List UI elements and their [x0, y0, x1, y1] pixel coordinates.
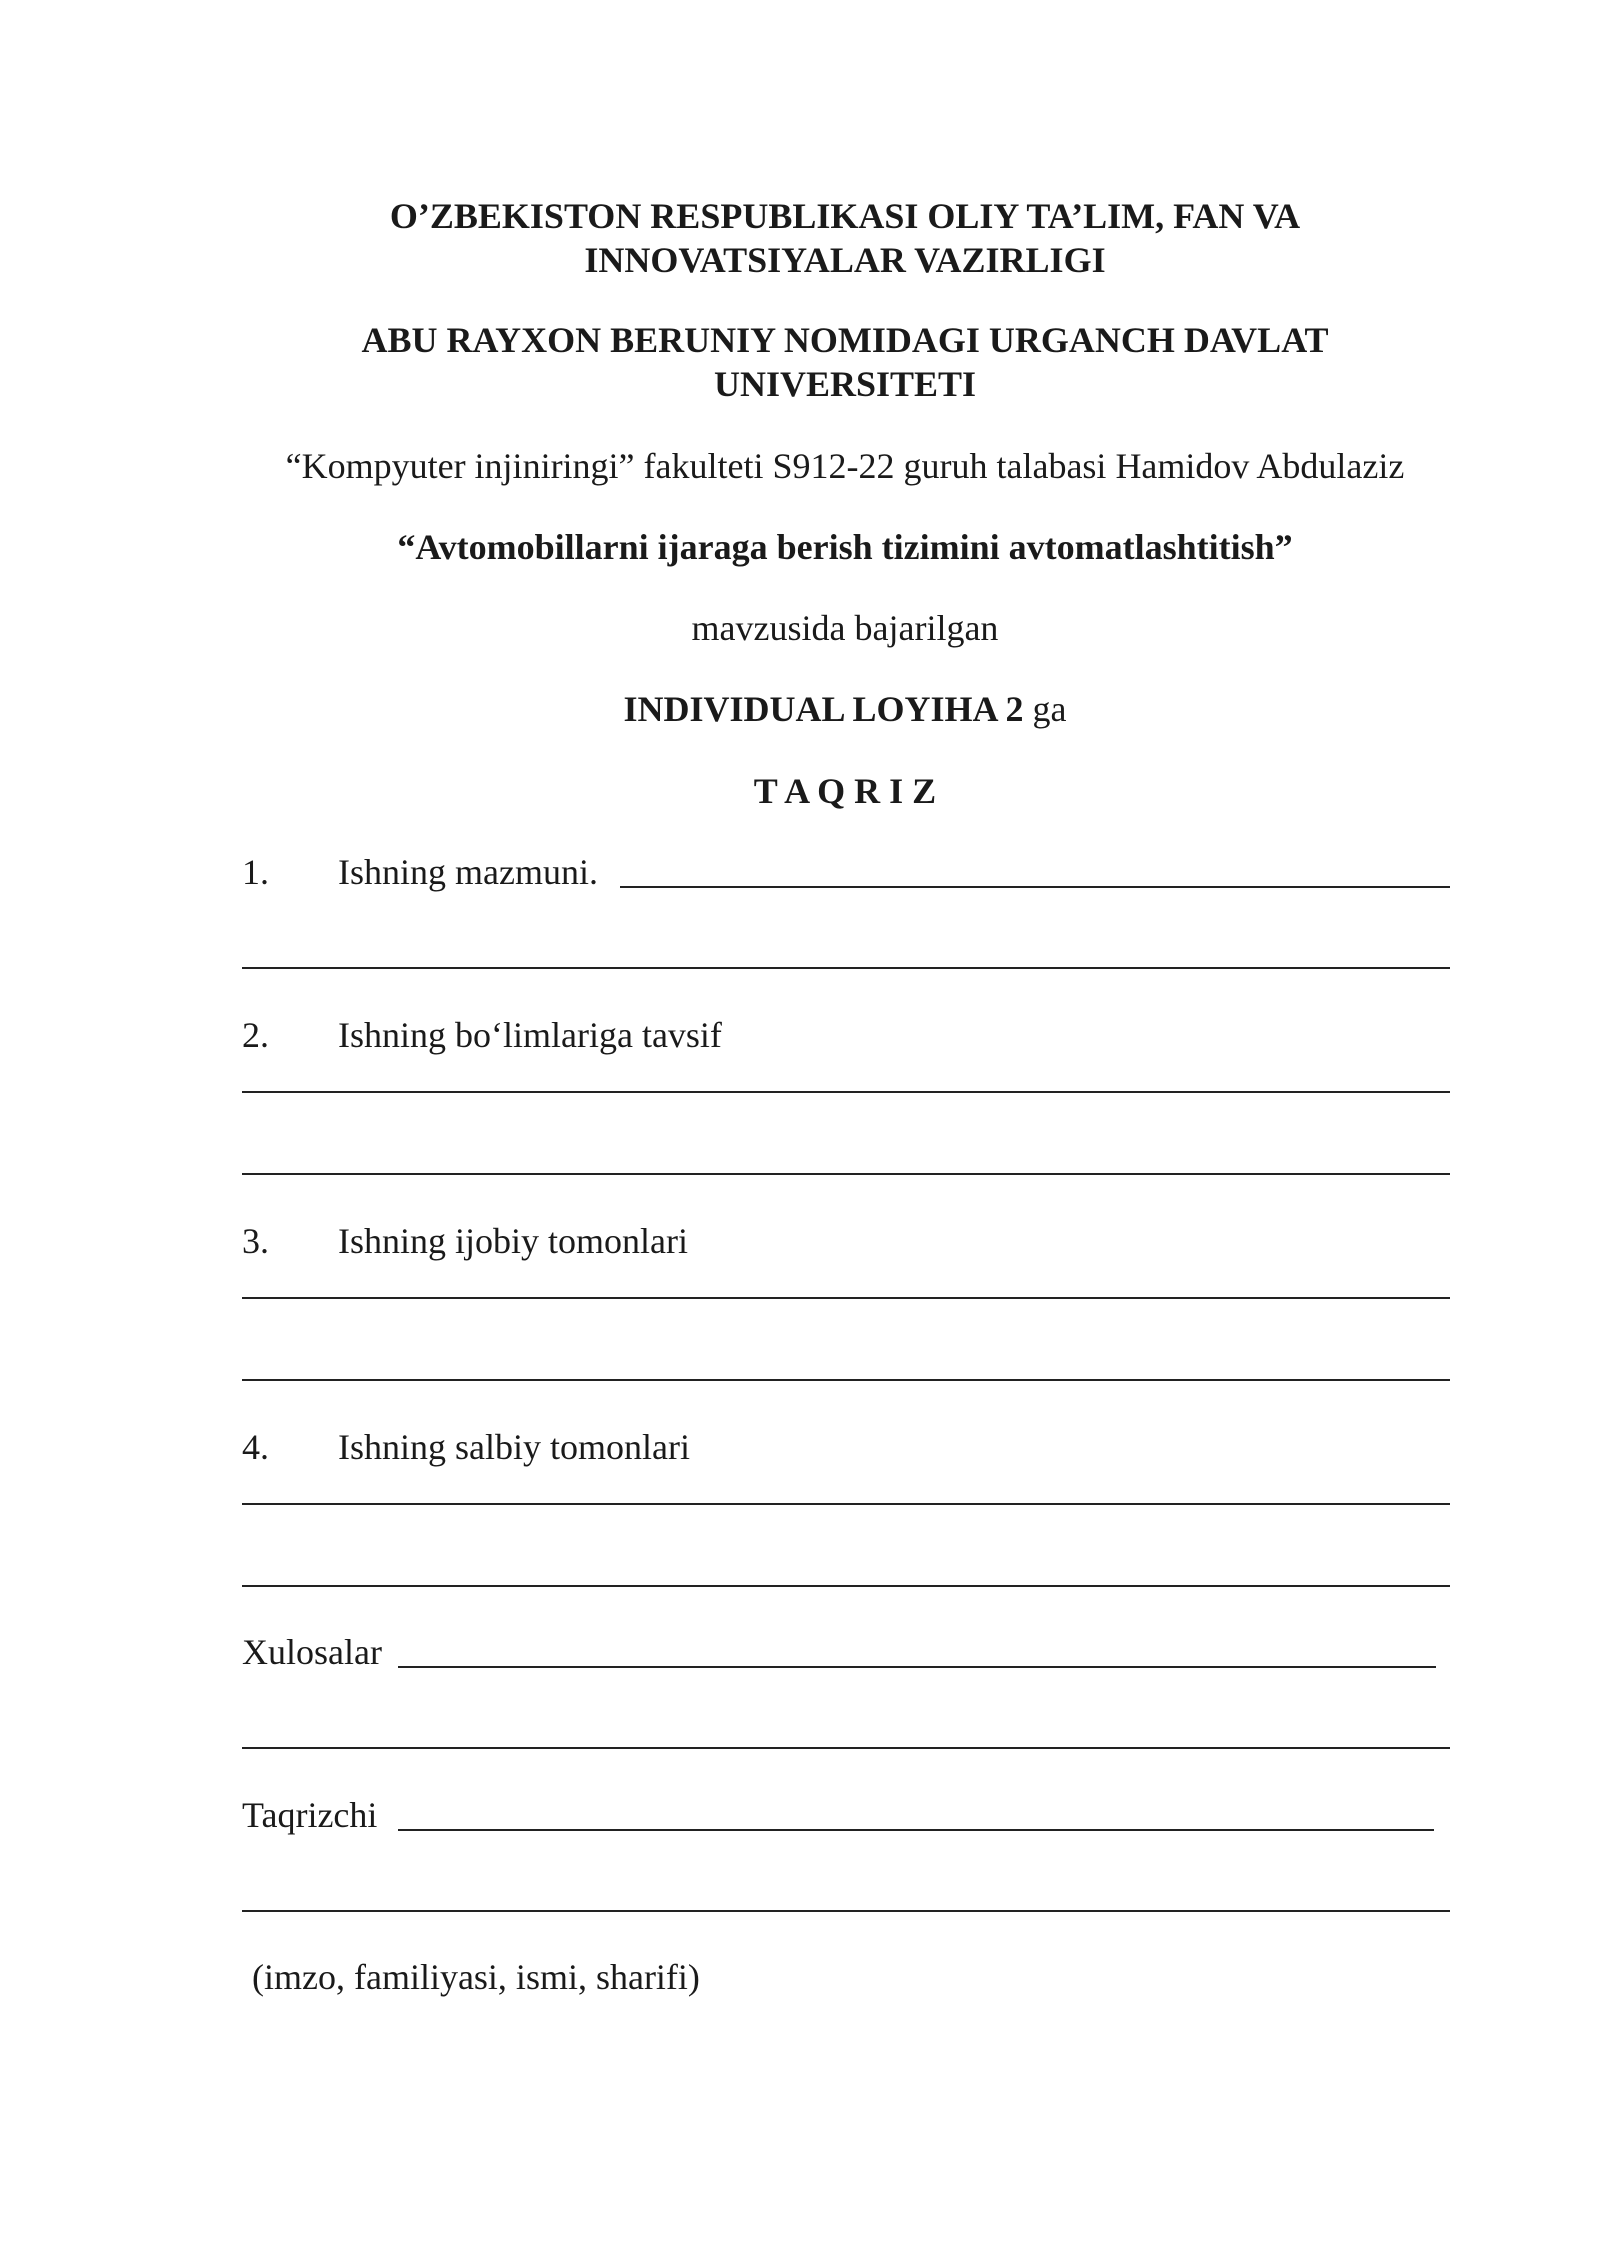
conclusions-line-1[interactable]	[398, 1666, 1436, 1668]
item-4-answer-line-1[interactable]	[242, 1503, 1450, 1505]
item-1-answer-line-1[interactable]	[620, 886, 1450, 888]
university-title-line2: UNIVERSITETI	[713, 364, 977, 404]
item-4-label: Ishning salbiy tomonlari	[338, 1427, 690, 1467]
ministry-title-line2: INNOVATSIYALAR VAZIRLIGI	[584, 240, 1106, 280]
item-2-answer-line-1[interactable]	[242, 1091, 1450, 1093]
item-1-label: Ishning mazmuni.	[338, 852, 598, 892]
topic-suffix: mavzusida bajarilgan	[691, 608, 999, 648]
item-3-answer-line-1[interactable]	[242, 1297, 1450, 1299]
item-1-answer-line-2[interactable]	[242, 967, 1450, 969]
reviewer-line-2[interactable]	[242, 1910, 1450, 1912]
ministry-title-line1: O’ZBEKISTON RESPUBLIKASI OLIY TA’LIM, FAN VA	[389, 196, 1301, 236]
reviewer-label: Taqrizchi	[242, 1795, 378, 1835]
item-3-label: Ishning ijobiy tomonlari	[338, 1221, 688, 1261]
project-name: INDIVIDUAL LOYIHA 2	[623, 689, 1024, 729]
project-topic: “Avtomobillarni ijaraga berish tizimini avtomatlashtitish”	[397, 527, 1293, 567]
signature-note: (imzo, familiyasi, ismi, sharifi)	[252, 1957, 700, 1997]
item-2-answer-line-2[interactable]	[242, 1173, 1450, 1175]
conclusions-line-2[interactable]	[242, 1747, 1450, 1749]
item-4-number: 4.	[242, 1427, 269, 1467]
project-name-line	[240, 687, 1450, 731]
conclusions-label: Xulosalar	[242, 1632, 382, 1672]
document-title: T A Q R I Z	[753, 771, 937, 811]
item-4-answer-line-2[interactable]	[242, 1585, 1450, 1587]
item-2-number: 2.	[242, 1015, 269, 1055]
university-title-line1: ABU RAYXON BERUNIY NOMIDAGI URGANCH DAVLAT	[361, 320, 1329, 360]
student-info: “Kompyuter injiniringi” fakulteti S912-22 guruh talabasi Hamidov Abdulaziz	[285, 446, 1405, 486]
project-suffix: ga	[1023, 689, 1067, 729]
reviewer-line-1[interactable]	[398, 1829, 1434, 1831]
item-3-number: 3.	[242, 1221, 269, 1261]
item-1-number: 1.	[242, 852, 269, 892]
item-2-label: Ishning bo‘limlariga tavsif	[338, 1015, 722, 1055]
item-3-answer-line-2[interactable]	[242, 1379, 1450, 1381]
